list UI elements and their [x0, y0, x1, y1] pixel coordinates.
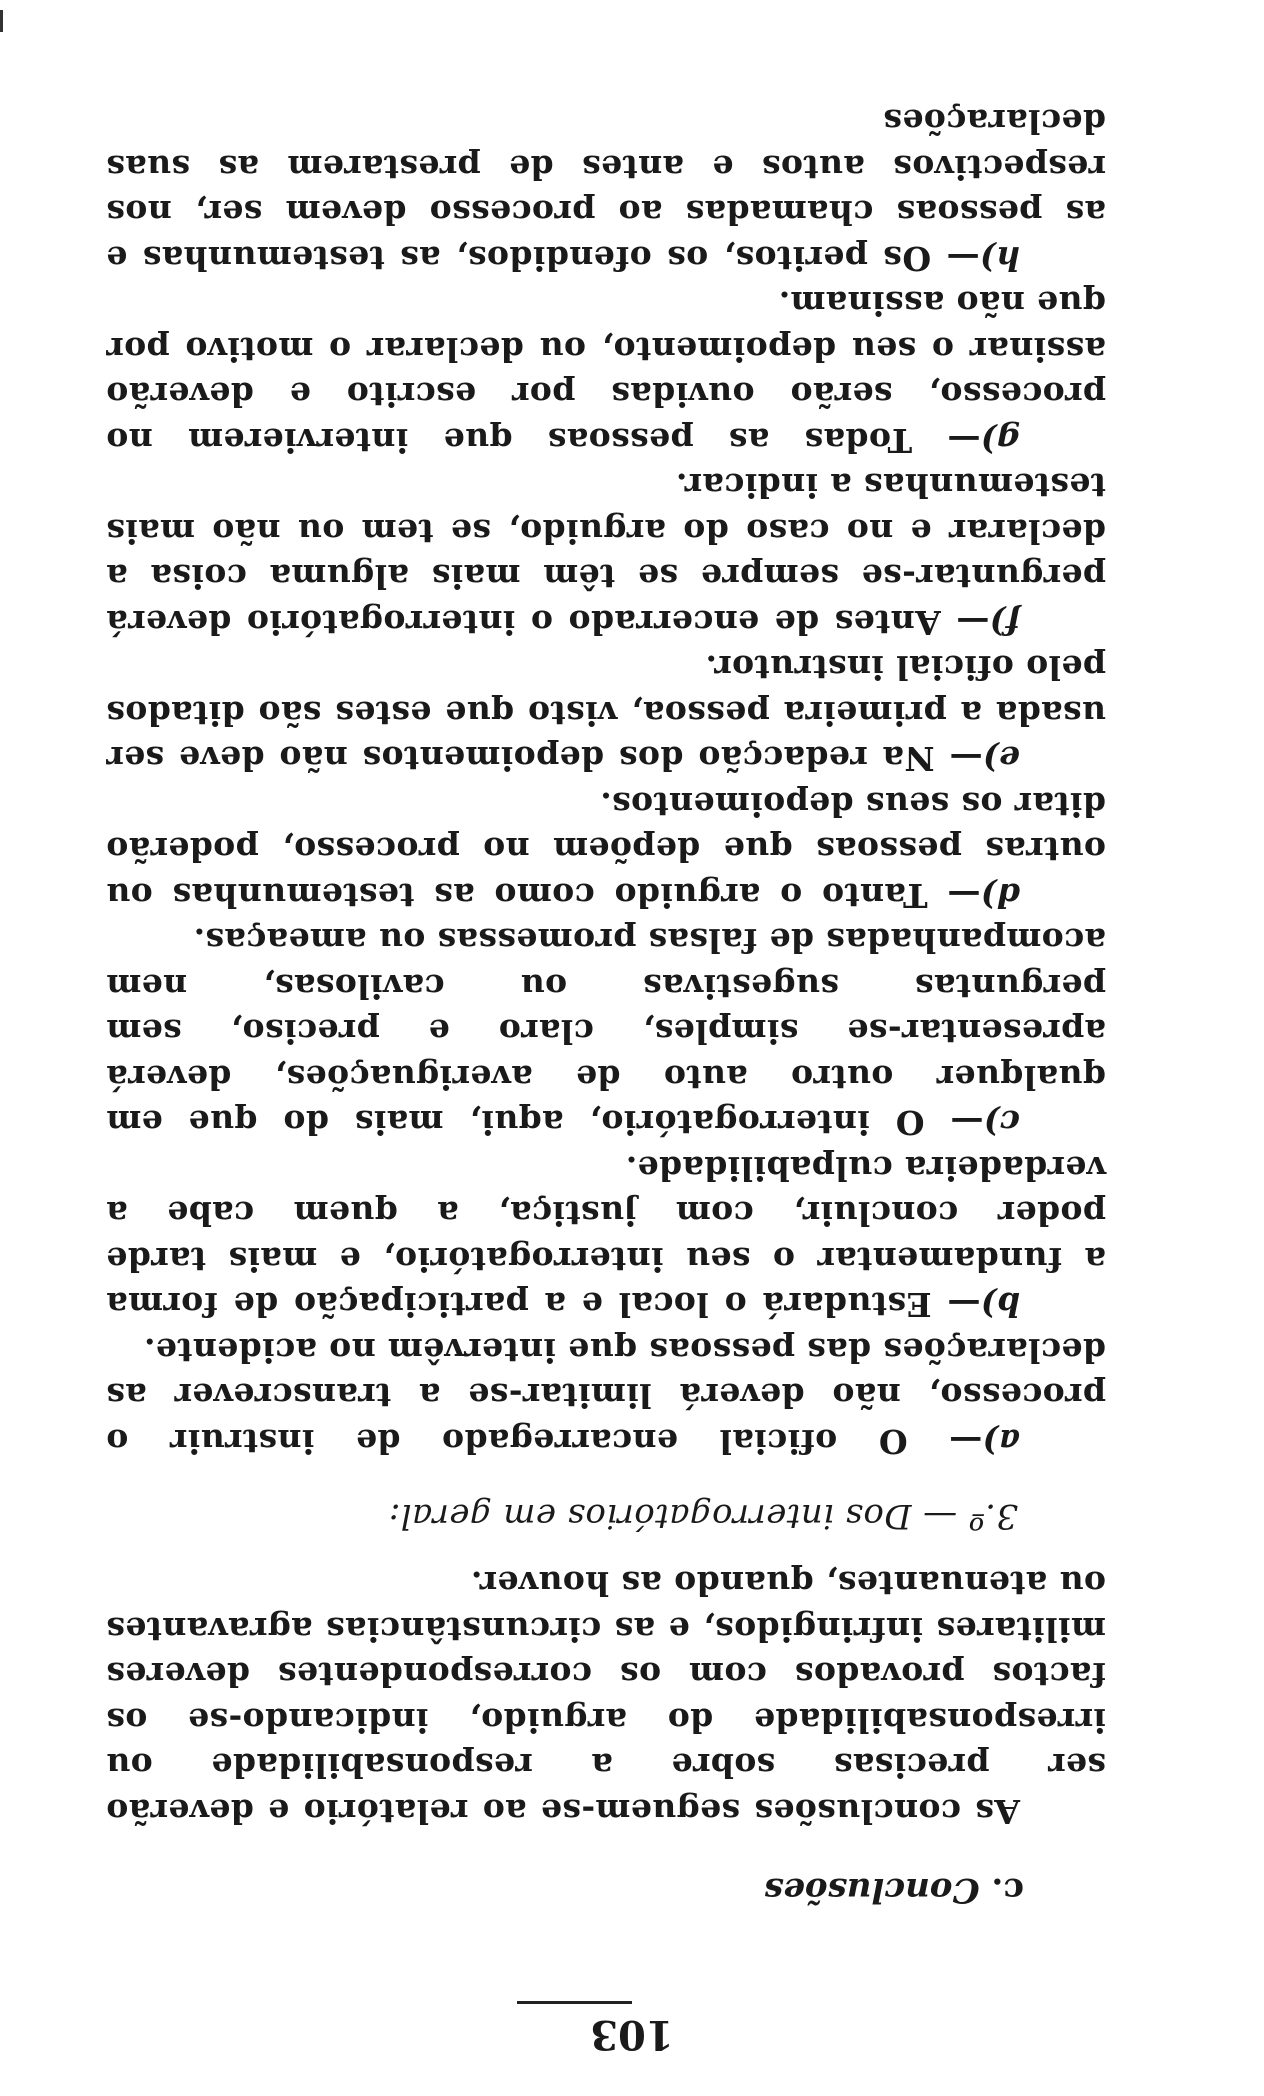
list-item-label: h)	[979, 239, 1020, 278]
list-item-a	[106, 1328, 1106, 1465]
list-item-text: — O interrogatório, aqui, mais do que em qualquer outro auto de averiguações, deverá apresentar-se simples, claro e preciso, sem perguntas sugestivas ou cavilosas, nem acompanhadas de falsas promessas ou ameaças.	[106, 921, 1106, 1143]
list-item-label: c)	[983, 1103, 1020, 1143]
list-item-text: — Estudará o local e a participação de forma a fundamentar o seu interrogatório, e mais tarde poder concluir, com justiça, a quem cabe a verdadeira culpabilidade.	[106, 1149, 1106, 1325]
list-item-e	[106, 645, 1106, 782]
section-c-title: Conclusões	[764, 1870, 980, 1910]
list-item-text: — Os peritos, os ofendidos, as testemunhas e as pessoas chamadas ao processo devem ser, nos respectivos autos e antes de prestarem as suas declarações	[106, 102, 1106, 278]
list-item-g	[106, 281, 1106, 463]
list-item-text: — Na redacção dos depoimentos não deve ser usada a primeira pessoa, visto que estes são ditados pelo oficial instrutor.	[106, 648, 1106, 779]
conclusions-block	[106, 1561, 1106, 1834]
list-item-label: b)	[980, 1285, 1020, 1325]
list-item-text: — Antes de encerrado o interrogatório deverá perguntar-se sempre se têm mais alguma coisa a declarar e no caso do arguido, se tem ou não mais testemunhas a indicar.	[106, 466, 1106, 642]
list-item-label: g)	[980, 421, 1020, 460]
list-item-c	[106, 918, 1106, 1146]
list-item-label: f)	[989, 603, 1020, 642]
section-c-heading	[764, 1870, 1024, 1910]
list-item-text: — Todas as pessoas que intervierem no processo, serão ouvidas por escrito e deverão assinar o seu depoimento, ou declarar o motivo por que não assinam.	[106, 284, 1106, 460]
list-item-b	[106, 1146, 1106, 1328]
list-item-text: — O oficial encarregado de instruir o processo, não deverá limitar-se a transcrever as declarações das pessoas que intervêm no acidente.	[106, 1331, 1106, 1461]
section-3-number: 3.º —	[922, 1496, 1018, 1536]
list-item-label: a)	[982, 1422, 1020, 1461]
page-number-rule	[517, 2001, 632, 2004]
list-item-label: e)	[982, 739, 1020, 779]
scan-edge-mark	[0, 10, 3, 32]
list-item-d	[106, 782, 1106, 919]
conclusions-paragraph: As conclusões seguem-se ao relatório e deverão ser precisas sobre a responsabilidade ou irresponsabilidade do arguido, indicando-se os factos provados com os correspondentes deveres militares infringidos, e as circunstâncias agravantes ou atenuantes, quando as houver.	[106, 1564, 1106, 1831]
section-c-letter: c.	[991, 1870, 1024, 1910]
list-item-h	[106, 99, 1106, 281]
section-3-heading	[389, 1496, 1019, 1536]
list-item-text: — Tanto o arguido como as testemunhas ou outras pessoas que depõem no processo, poderão ditar os seus depoimentos.	[106, 785, 1106, 915]
section-3-title: Dos interrogatórios em geral:	[388, 1496, 912, 1536]
interrogatories-list	[106, 99, 1106, 1464]
list-item-label: d)	[980, 876, 1020, 915]
page-number: 103	[590, 2011, 674, 2058]
list-item-f	[106, 463, 1106, 645]
